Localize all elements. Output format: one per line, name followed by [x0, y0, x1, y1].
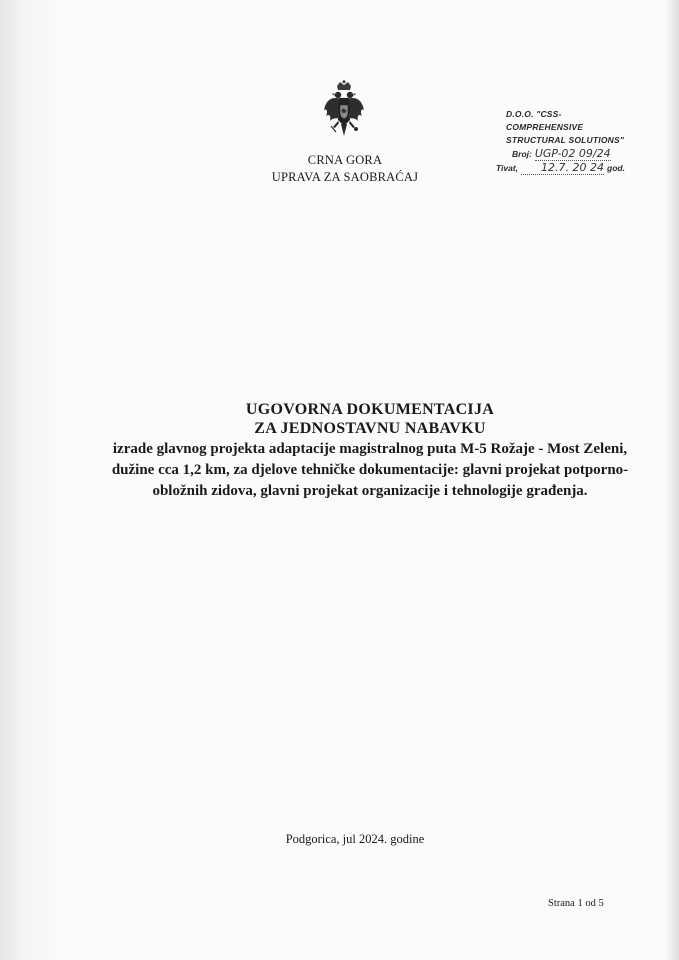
scan-shadow-left: [0, 0, 60, 960]
document-title-block: [110, 400, 630, 502]
place-and-date: Podgorica, jul 2024. godine: [285, 832, 425, 846]
document-subject-description: izrade glavnog projekta adaptacije magistralnog puta M-5 Rožaje - Most Zeleni, dužine cca 1,2 km, za djelove tehničke dokumentacije: glavni projekat potporno-obložnih zidova, glavni projekat organizacije i tehnologije građenja.: [111, 441, 629, 499]
page-number: Strana 1 od 5: [548, 898, 604, 909]
montenegro-coat-of-arms-icon: [322, 80, 366, 140]
stamp-company-line-1: D.O.O. "CSS-COMPREHENSIVE: [506, 109, 584, 132]
stamp-date-value: 12.7. 20 24: [521, 161, 604, 175]
registry-stamp: [482, 108, 632, 175]
stamp-date-suffix: god.: [607, 163, 625, 173]
issuing-authority: [240, 152, 450, 186]
stamp-date-row: [482, 161, 632, 175]
document-title-line-2: ZA JEDNOSTAVNU NABAVKU: [254, 420, 486, 437]
scan-shadow-right: [665, 0, 679, 960]
stamp-number-value: UGP-02 09/24: [534, 147, 611, 160]
stamp-date-label: Tivat,: [496, 163, 519, 173]
stamp-company-line-2: STRUCTURAL SOLUTIONS": [506, 135, 625, 145]
country-name: CRNA GORA: [307, 153, 383, 167]
stamp-number-label: Broj:: [512, 149, 532, 159]
stamp-number-row: [482, 147, 632, 161]
document-title-line-1: UGOVORNA DOKUMENTACIJA: [245, 401, 495, 418]
agency-name: UPRAVA ZA SAOBRAĆAJ: [271, 170, 419, 184]
